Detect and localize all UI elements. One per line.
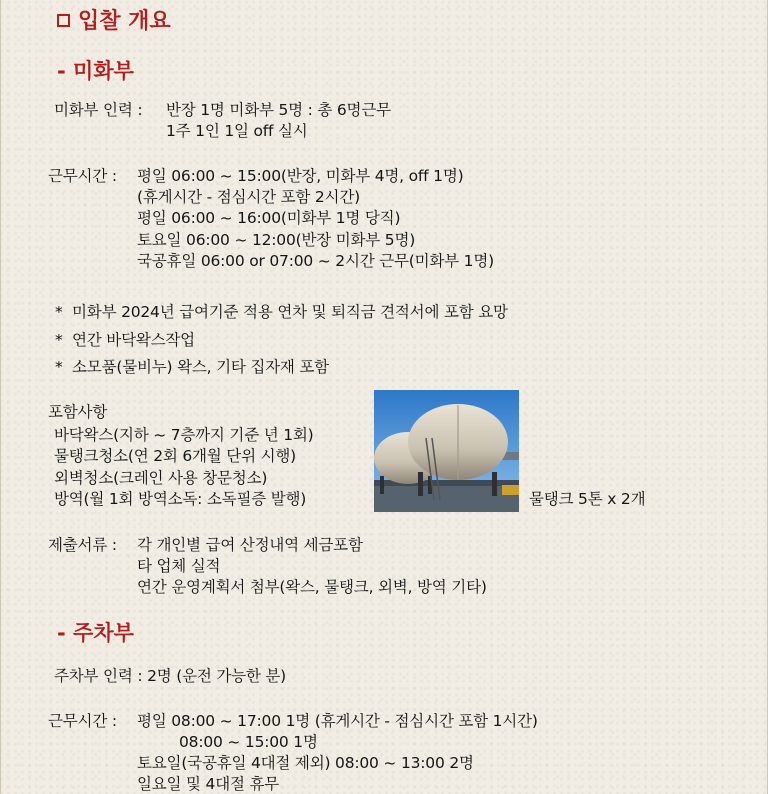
note-text: 소모품(물비누) 왁스, 기타 집자재 포함 bbox=[72, 358, 329, 376]
parking-hours-line: 토요일(국공휴일 4대절 제외) 08:00 ~ 13:00 2명 bbox=[137, 754, 474, 772]
parking-hours-line: 평일 08:00 ~ 17:00 1명 (휴게시간 - 점심시간 포함 1시간) bbox=[137, 712, 538, 730]
bullet: * bbox=[55, 303, 63, 321]
parking-hours-label: 근무시간 : bbox=[48, 712, 117, 730]
note-text: 연간 바닥왁스작업 bbox=[72, 331, 195, 349]
parking-hours-line: 일요일 및 4대절 휴무 bbox=[137, 775, 280, 793]
docs-line: 각 개인별 급여 산정내역 세금포함 bbox=[137, 536, 363, 554]
note-item bbox=[55, 357, 329, 377]
bullet: * bbox=[55, 358, 63, 376]
included-item: 물탱크청소(연 2회 6개월 단위 시행) bbox=[54, 447, 296, 465]
cleaning-hours-line: 평일 06:00 ~ 15:00(반장, 미화부 4명, off 1명) bbox=[137, 167, 464, 185]
cleaning-staff-line-1: 반장 1명 미화부 5명 : 총 6명근무 bbox=[166, 101, 391, 119]
docs-line: 연간 운영계획서 첨부(왁스, 물탱크, 외벽, 방역 기타) bbox=[137, 578, 487, 596]
cleaning-hours-line: 토요일 06:00 ~ 12:00(반장 미화부 5명) bbox=[137, 231, 416, 249]
cleaning-staff-label: 미화부 인력 : bbox=[54, 101, 143, 119]
cleaning-staff-line-2: 1주 1인 1일 off 실시 bbox=[166, 122, 308, 140]
section-title: 입찰 개요 bbox=[78, 9, 171, 34]
cleaning-hours-line: 평일 06:00 ~ 16:00(미화부 1명 당직) bbox=[137, 209, 401, 227]
section-header bbox=[57, 9, 171, 35]
included-item: 바닥왁스(지하 ~ 7층까지 기준 년 1회) bbox=[54, 426, 314, 444]
photo-caption: 물탱크 5톤 x 2개 bbox=[529, 490, 646, 508]
cleaning-hours-line: (휴게시간 - 점심시간 포함 2시간) bbox=[137, 188, 360, 206]
parking-hours-line: 08:00 ~ 15:00 1명 bbox=[179, 733, 318, 751]
included-item: 외벽청소(크레인 사용 창문청소) bbox=[54, 469, 268, 487]
parking-staff-line: 주차부 인력 : 2명 (운전 가능한 분) bbox=[54, 667, 287, 685]
docs-line: 타 업체 실적 bbox=[137, 557, 221, 575]
cleaning-hours-line: 국공휴일 06:00 or 07:00 ~ 2시간 근무(미화부 1명) bbox=[137, 252, 494, 270]
cleaning-title: - 미화부 bbox=[57, 59, 134, 83]
included-label: 포함사항 bbox=[48, 403, 108, 421]
parking-title: - 주차부 bbox=[57, 621, 134, 645]
included-item: 방역(월 1회 방역소독: 소독필증 발행) bbox=[54, 490, 307, 508]
hollow-square-icon bbox=[57, 14, 70, 27]
docs-label: 제출서류 : bbox=[48, 536, 117, 554]
bullet: * bbox=[55, 331, 63, 349]
cleaning-hours-label: 근무시간 : bbox=[48, 167, 117, 185]
note-item bbox=[55, 330, 195, 350]
note-item bbox=[55, 302, 508, 322]
note-text: 미화부 2024년 급여기준 적용 연차 및 퇴직금 견적서에 포함 요망 bbox=[72, 303, 508, 321]
water-tank-photo bbox=[374, 390, 519, 512]
